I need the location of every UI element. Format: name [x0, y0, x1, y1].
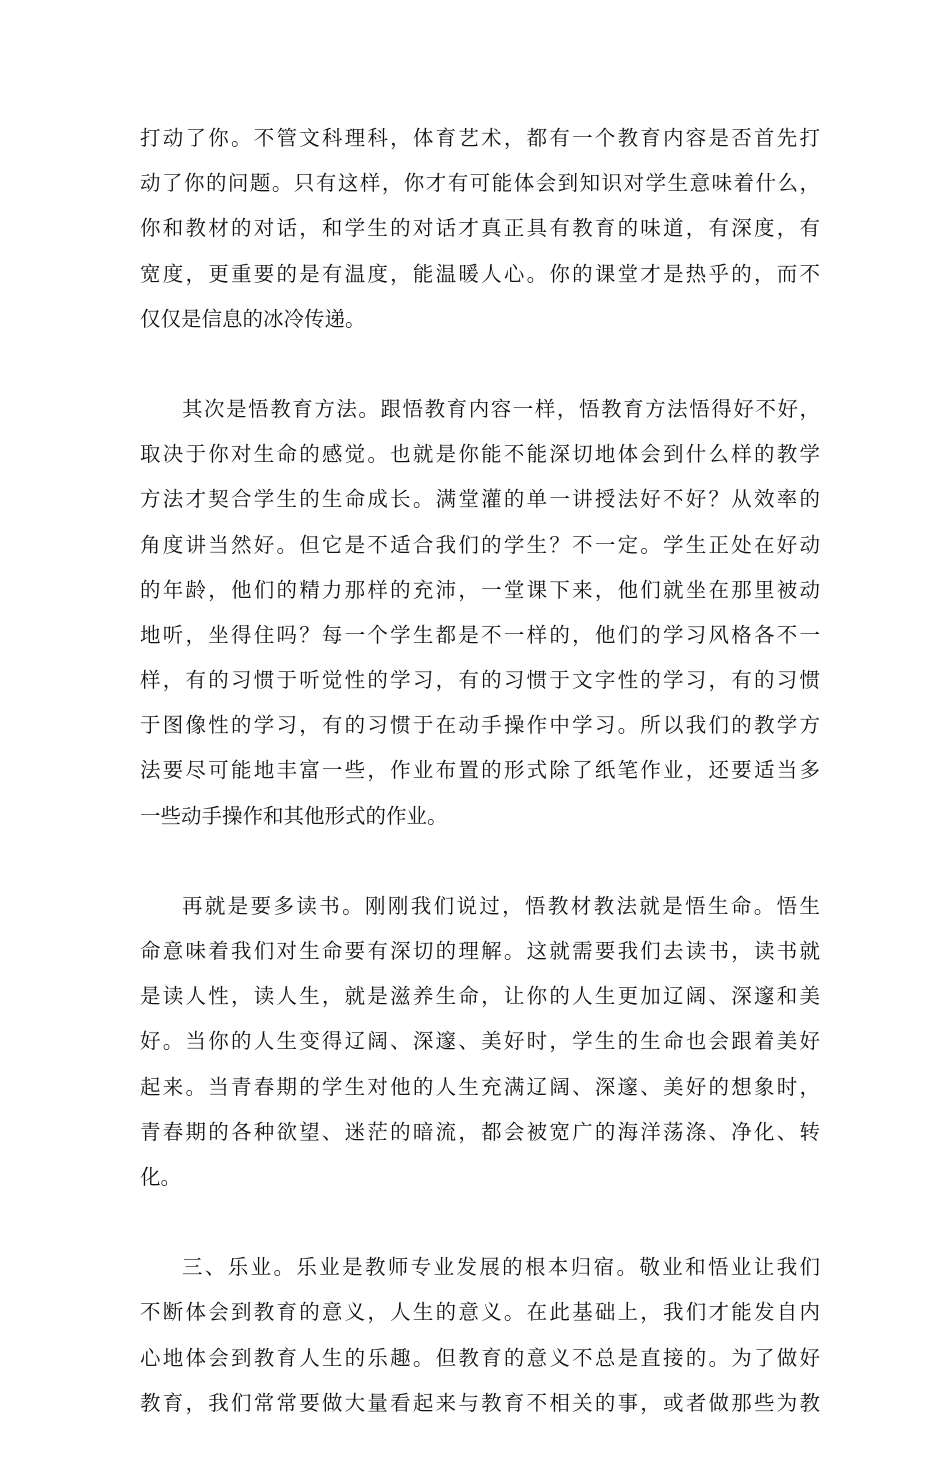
text-line: 样，有的习惯于听觉性的学习，有的习惯于文字性的学习，有的习惯: [140, 668, 820, 693]
text-line: 是读人性，读人生，就是滋养生命，让你的人生更加辽阔、深邃和美: [140, 984, 820, 1009]
text-line: 命意味着我们对生命要有深切的理解。这就需要我们去读书，读书就: [140, 939, 820, 963]
paragraph-1: [140, 116, 820, 342]
text-line: 方法才契合学生的生命成长。满堂灌的单一讲授法好不好？从效率的: [140, 487, 820, 512]
paragraph-3: [140, 884, 820, 1200]
text-line: 不断体会到教育的意义，人生的意义。在此基础上，我们才能发自内: [140, 1300, 820, 1325]
text-line: 角度讲当然好。但它是不适合我们的学生？不一定。学生正处在好动: [140, 532, 820, 557]
text-line: 地听，坐得住吗？每一个学生都是不一样的，他们的学习风格各不一: [140, 622, 820, 647]
text-line: 打动了你。不管文科理科，体育艺术，都有一个教育内容是否首先打: [140, 126, 820, 150]
text-line: 动了你的问题。只有这样，你才有可能体会到知识对学生意味着什么，: [140, 171, 820, 196]
text-line: 心地体会到教育人生的乐趣。但教育的意义不总是直接的。为了做好: [140, 1345, 820, 1370]
text-line: 好。当你的人生变得辽阔、深邃、美好时，学生的生命也会跟着美好: [140, 1029, 820, 1054]
text-line: 于图像性的学习，有的习惯于在动手操作中学习。所以我们的教学方: [140, 713, 820, 738]
text-line: 再就是要多读书。刚刚我们说过，悟教材教法就是悟生命。悟生: [182, 893, 820, 918]
text-line: 宽度，更重要的是有温度，能温暖人心。你的课堂才是热乎的，而不: [140, 261, 820, 286]
text-line: 取决于你对生命的感觉。也就是你能不能深切地体会到什么样的教学: [140, 442, 820, 467]
text-line: 仅仅是信息的冰冷传递。: [140, 306, 366, 331]
paragraph-2: [140, 387, 820, 839]
text-line: 起来。当青春期的学生对他的人生充满辽阔、深邃、美好的想象时，: [140, 1074, 820, 1099]
text-line: 三、乐业。乐业是教师专业发展的根本归宿。敬业和悟业让我们: [182, 1255, 820, 1280]
text-line: 的年龄，他们的精力那样的充沛，一堂课下来，他们就坐在那里被动: [140, 577, 820, 602]
paragraph-4: [140, 1245, 820, 1426]
text-line: 化。: [140, 1164, 181, 1189]
text-line: 青春期的各种欲望、迷茫的暗流，都会被宽广的海洋荡涤、净化、转: [140, 1119, 820, 1144]
text-line: 其次是悟教育方法。跟悟教育内容一样，悟教育方法悟得好不好，: [182, 396, 820, 421]
text-line: 一些动手操作和其他形式的作业。: [140, 803, 448, 828]
document-body: [140, 116, 820, 1471]
text-line: 你和教材的对话，和学生的对话才真正具有教育的味道，有深度，有: [140, 216, 820, 241]
text-line: 法要尽可能地丰富一些，作业布置的形式除了纸笔作业，还要适当多: [140, 758, 820, 783]
text-line: 教育，我们常常要做大量看起来与教育不相关的事，或者做那些为教: [140, 1390, 820, 1415]
